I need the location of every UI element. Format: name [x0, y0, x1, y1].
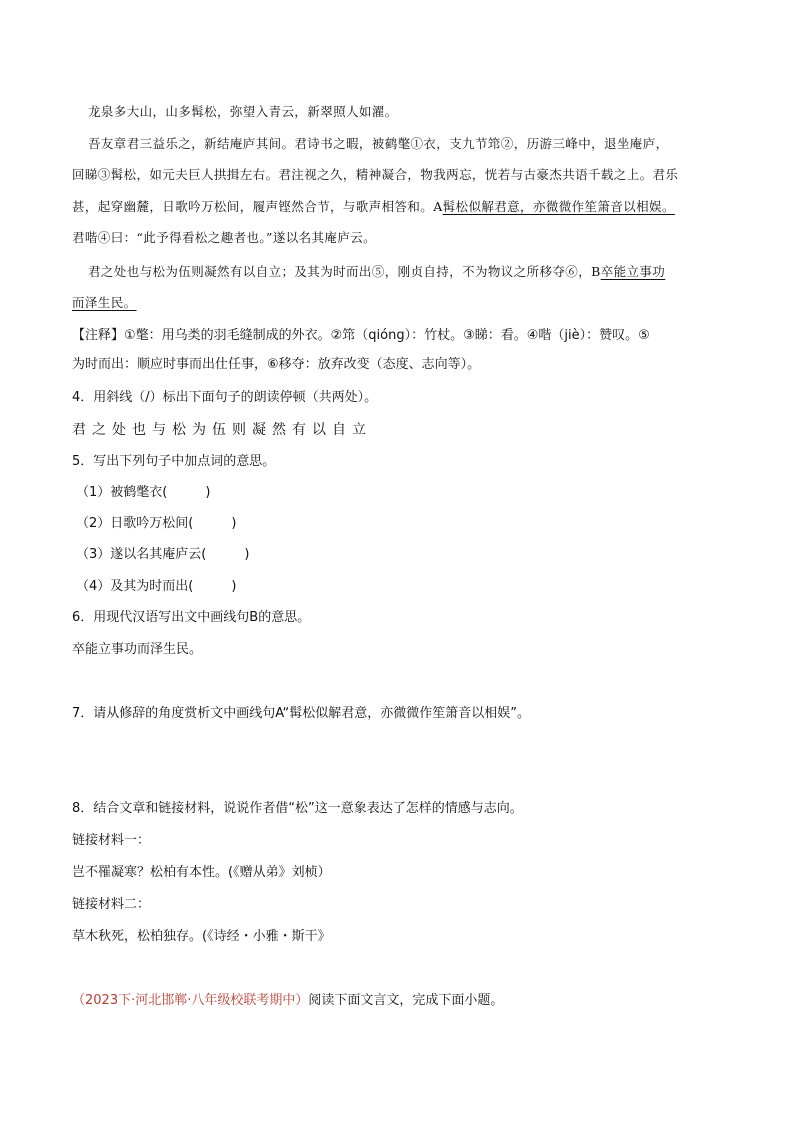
passage-text: 君之处也与松为伍则凝然有以自立；及其为时而出⑤，刚贞自持，不为物议之所移夺⑥，B [88, 264, 601, 279]
question-5-item-2 [76, 515, 736, 533]
passage-paragraph-2-line-2: 回睇③髯松，如元夫巨人拱揖左右。君注视之久，精神凝合，物我两忘，恍若与古豪杰共语千载之上。君乐 [72, 167, 679, 182]
source-tag: （2023下·河北邯郸·八年级校联考期中） [72, 993, 309, 1008]
passage-paragraph-3-line-1 [88, 263, 748, 281]
question-5-item-3 [76, 546, 736, 564]
close-paren: ) [231, 579, 237, 594]
link-material-2: 草木秋死，松柏独存。(《诗经・小雅・斯干》 [72, 929, 331, 944]
question-6-sentence: 卒能立事功而泽生民。 [72, 642, 203, 657]
item-text: （3）遂以名其庵庐云( [76, 547, 207, 562]
passage-text: 甚，起穿幽麓，日歌吟万松间，履声铿然合节，与歌声相答和。A [72, 199, 443, 214]
next-source-line [72, 992, 732, 1010]
item-text: （2）日歌吟万松间( [76, 516, 194, 531]
link-material-1-label: 链接材料一： [72, 833, 151, 848]
item-text: （4）及其为时而出( [76, 579, 194, 594]
underlined-sentence-a: 髯松似解君意，亦微微作笙箫音以相娱。 [442, 199, 675, 214]
question-5: 5．写出下列句子中加点词的意思。 [72, 454, 276, 469]
passage-paragraph-2-line-3 [72, 198, 732, 216]
question-5-item-1 [76, 484, 736, 502]
notes-line-2: 为时而出：顺应时事而出仕任事，⑥移夺：放弃改变（态度、志向等）。 [72, 357, 481, 372]
underlined-sentence-b-end: 而泽生民。 [72, 295, 137, 310]
passage-paragraph-2-line-1: 吾友章君三益乐之，新结庵庐其间。君诗书之暇，被鹤氅①衣，支九节筇②，历游三峰中，退坐庵庐， [88, 136, 669, 151]
question-8: 8．结合文章和链接材料，说说作者借“松”这一意象表达了怎样的情感与志向。 [72, 801, 523, 816]
question-4-sentence: 君之处也与松为伍则凝然有以自立 [72, 422, 372, 438]
passage-paragraph-1: 龙泉多大山，山多髯松，弥望入青云，新翠照人如濯。 [88, 104, 398, 119]
close-paren: ) [205, 485, 211, 500]
question-4: 4．用斜线（/）标出下面句子的朗读停顿（共两处）。 [72, 390, 378, 405]
close-paren: ) [244, 547, 250, 562]
question-6: 6．用现代汉语写出文中画线句B的意思。 [72, 610, 311, 625]
link-material-1: 岂不罹凝寒？松柏有本性。(《赠从弟》刘桢） [72, 865, 331, 880]
passage-paragraph-2-line-4: 君喈④曰：“此予得看松之趣者也。”遂以名其庵庐云。 [72, 230, 377, 245]
underlined-sentence-b: 卒能立事功 [600, 264, 666, 279]
question-5-item-4 [76, 578, 736, 596]
passage-paragraph-3-line-2 [72, 294, 732, 312]
question-7: 7．请从修辞的角度赏析文中画线句A“髯松似解君意，亦微微作笙箫音以相娱”。 [72, 706, 530, 721]
item-text: （1）被鹤氅衣( [76, 485, 168, 500]
source-instruction: 阅读下面文言文，完成下面小题。 [308, 993, 504, 1008]
close-paren: ) [231, 516, 237, 531]
notes-line-1: 【注释】①氅：用乌类的羽毛缝制成的外衣。②筇（qióng）：竹杖。③睇：看。④喈（jiè）：赞叹。⑤ [72, 328, 650, 343]
link-material-2-label: 链接材料二： [72, 897, 151, 912]
